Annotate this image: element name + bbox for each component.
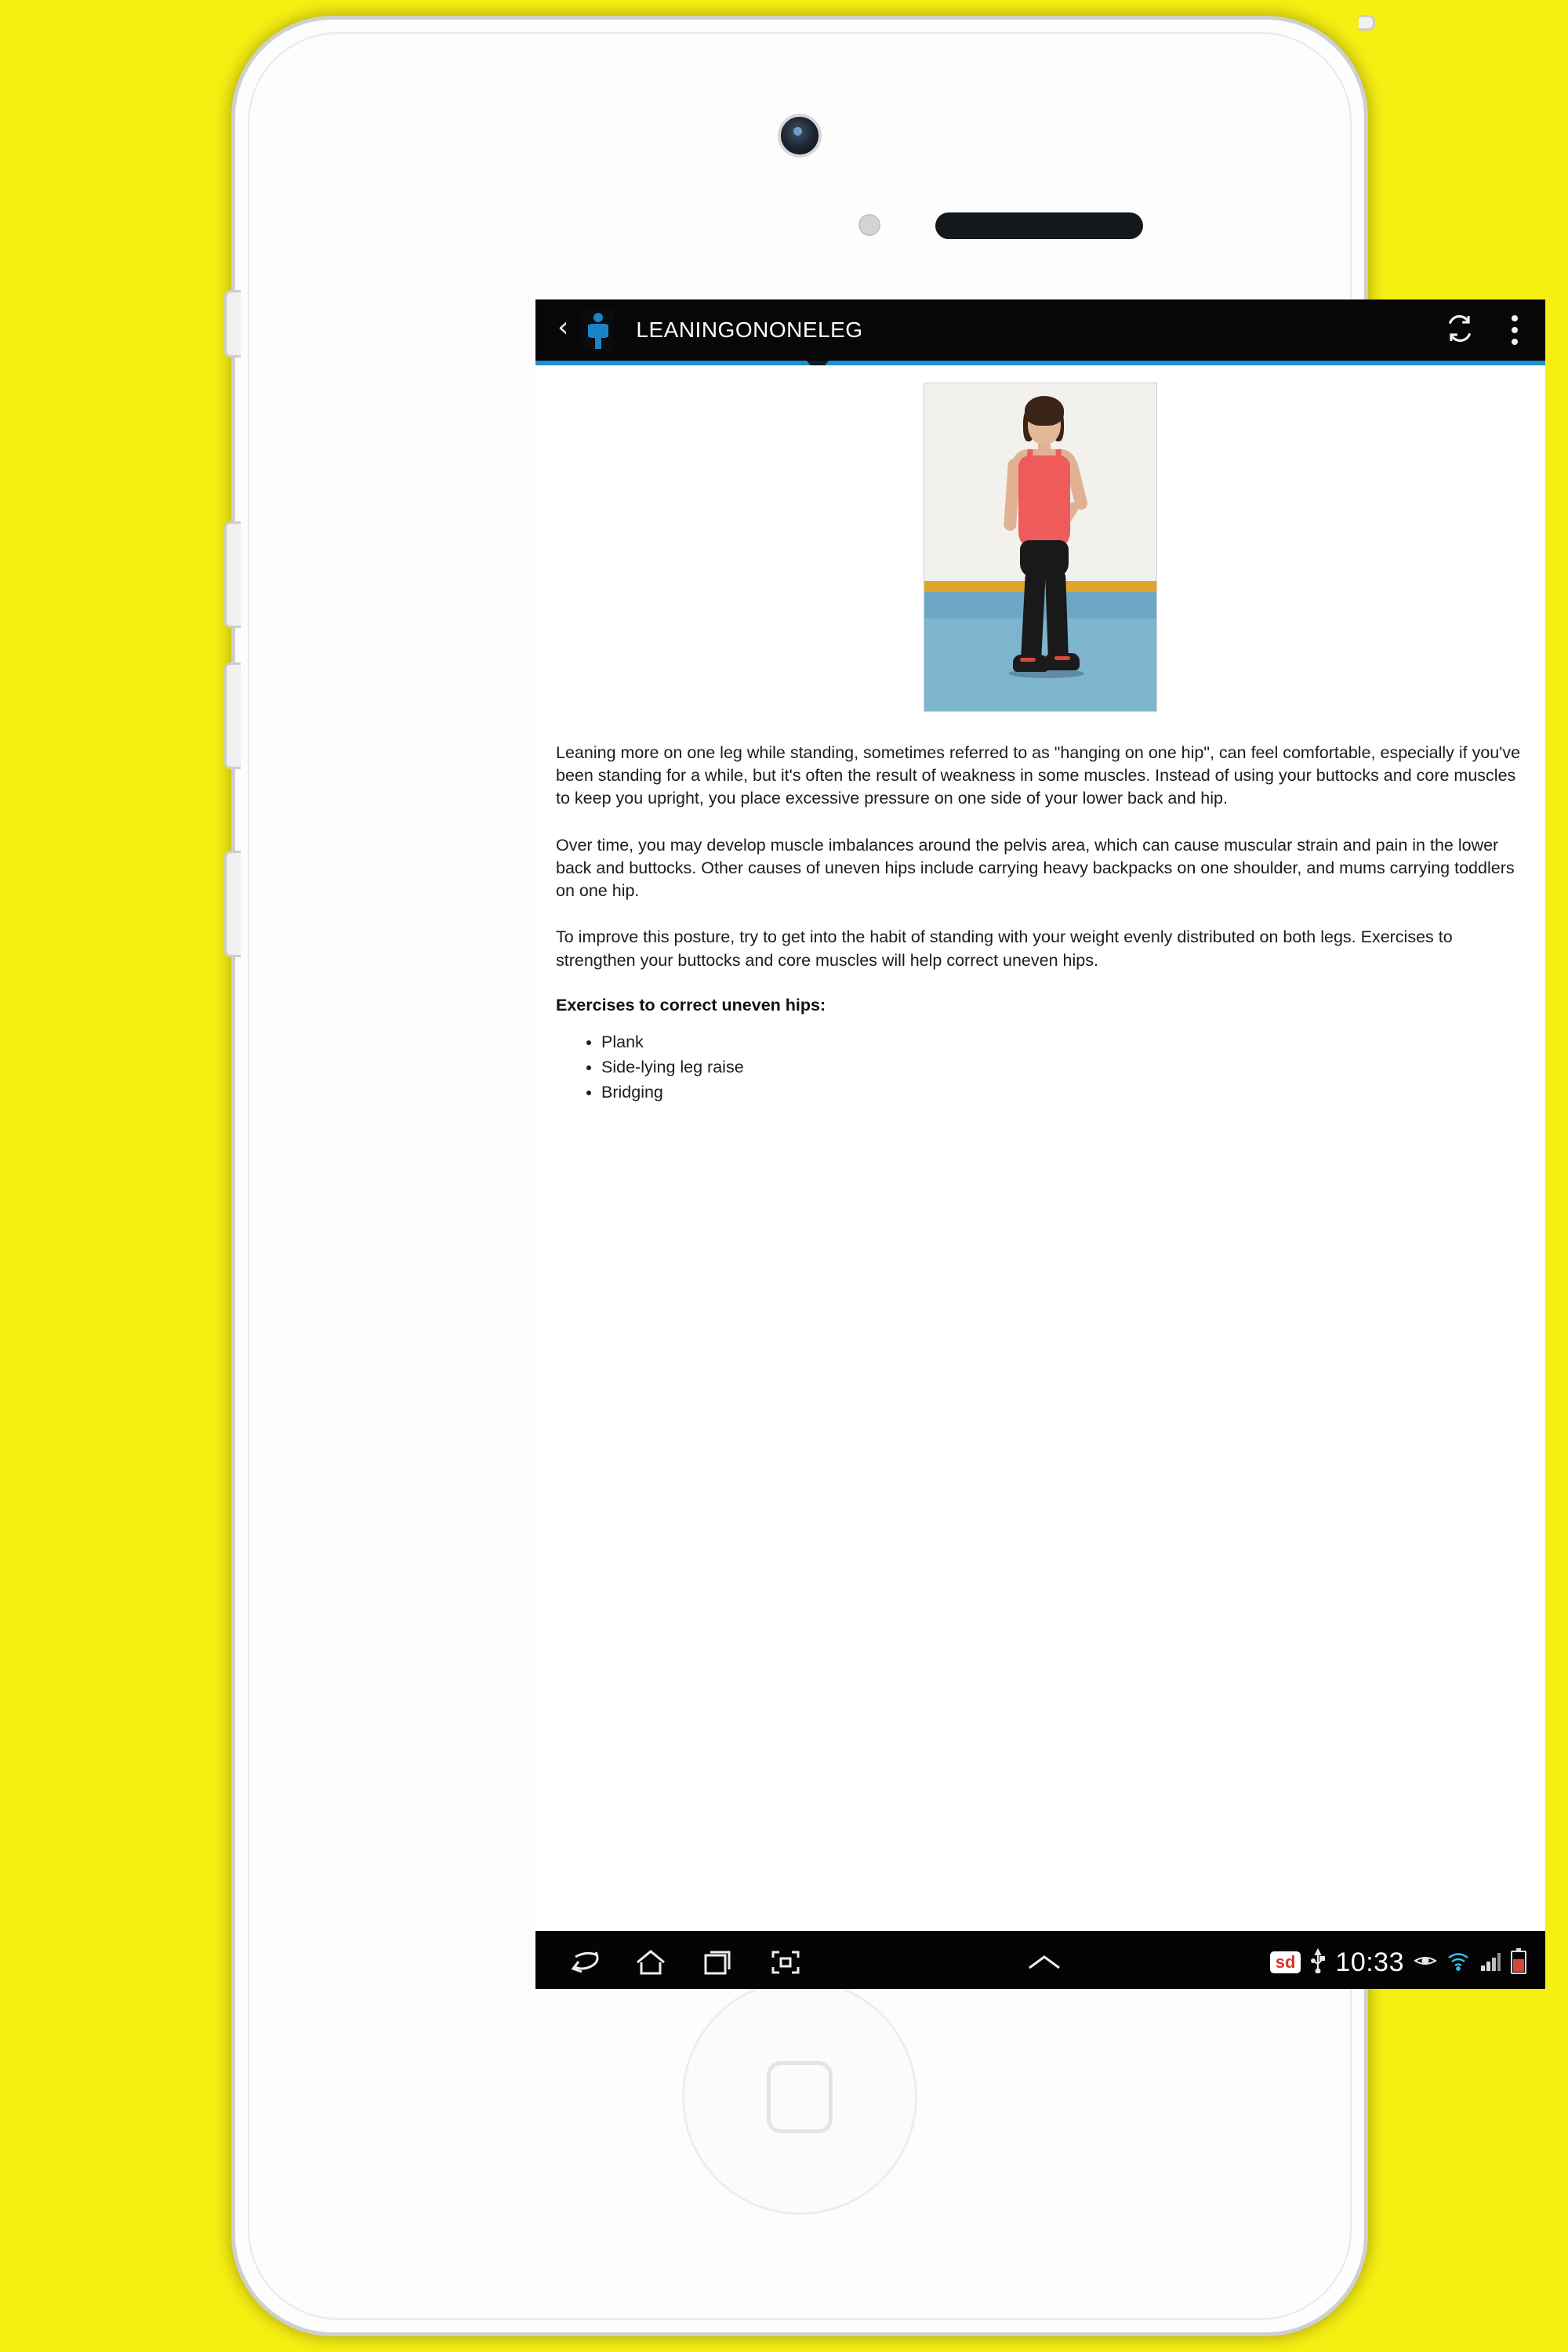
back-nav-icon[interactable] <box>550 1949 617 1976</box>
woman-leaning-on-one-leg-photo <box>924 383 1157 712</box>
recents-nav-icon[interactable] <box>684 1948 752 1976</box>
home-nav-icon[interactable] <box>617 1948 684 1976</box>
expand-up-nav-icon[interactable] <box>1011 1951 1078 1974</box>
phone-power-button[interactable] <box>1359 15 1375 31</box>
list-item: • Bridging <box>601 1080 1525 1105</box>
proximity-sensor-icon <box>858 214 880 236</box>
overflow-dot <box>1512 339 1518 345</box>
status-clock: 10:33 <box>1335 1947 1404 1977</box>
article-content <box>535 365 1545 1931</box>
overflow-dot <box>1512 315 1518 321</box>
phone-side-button-volume-down[interactable] <box>224 662 241 769</box>
paragraph-1: Leaning more on one leg while standing, sometimes referred to as "hanging on one hip", can feel comfortable, especially if you've been standing for a while, but it's often the result of weakness in some muscles. Instead of using your buttocks and core muscles to keep you upright, you place excessive pressure on one side of your lower back and hip. <box>556 743 1521 808</box>
article-text <box>535 712 1545 1105</box>
standing-person-icon <box>581 308 615 352</box>
overflow-menu-icon[interactable] <box>1511 315 1519 345</box>
wifi-icon <box>1446 1951 1470 1975</box>
phone-mockup <box>231 0 1521 2352</box>
back-chevron-icon[interactable]: ‹ <box>557 311 569 343</box>
refresh-icon[interactable] <box>1445 314 1475 347</box>
android-navigation-bar <box>535 1931 1545 1989</box>
phone-screen <box>535 299 1545 1989</box>
screenshot-nav-icon[interactable] <box>752 1948 819 1976</box>
phone-side-button-volume-up[interactable] <box>224 521 241 628</box>
home-button[interactable] <box>682 1980 917 2215</box>
paragraph-2: Over time, you may develop muscle imbalances around the pelvis area, which can cause muscular strain and pain in the lower back and buttocks. Other causes of uneven hips include carrying heavy backpacks on one shoulder, and mums carrying toddlers on one hip. <box>556 835 1515 901</box>
list-item: • Side-lying leg raise <box>601 1054 1525 1080</box>
phone-side-button-silent[interactable] <box>224 290 241 358</box>
home-button-square-icon <box>767 2061 833 2133</box>
hero-image-wrapper <box>535 365 1545 712</box>
usb-icon <box>1310 1948 1326 1977</box>
sd-card-icon: sd <box>1270 1951 1301 1973</box>
battery-icon <box>1511 1951 1526 1974</box>
app-action-bar <box>535 299 1545 361</box>
app-title: LEANINGONONELEG <box>636 318 863 342</box>
front-camera-icon <box>778 114 822 158</box>
exercises-heading: Exercises to correct uneven hips: <box>556 995 826 1014</box>
overflow-dot <box>1512 327 1518 333</box>
phone-side-button-extra[interactable] <box>224 851 241 957</box>
signal-bars-icon <box>1479 1950 1501 1976</box>
paragraph-3: To improve this posture, try to get into the habit of standing with your weight evenly distributed on both legs. Exercises to strengthen your buttocks and core muscles will help correct uneven hips. <box>556 927 1453 970</box>
smart-stay-icon <box>1414 1953 1437 1973</box>
earpiece-speaker <box>935 212 1143 239</box>
list-item: • Plank <box>601 1029 1525 1054</box>
camera-lens-glint <box>793 127 802 136</box>
exercises-list <box>556 1029 1525 1105</box>
status-tray <box>1270 1947 1531 1978</box>
